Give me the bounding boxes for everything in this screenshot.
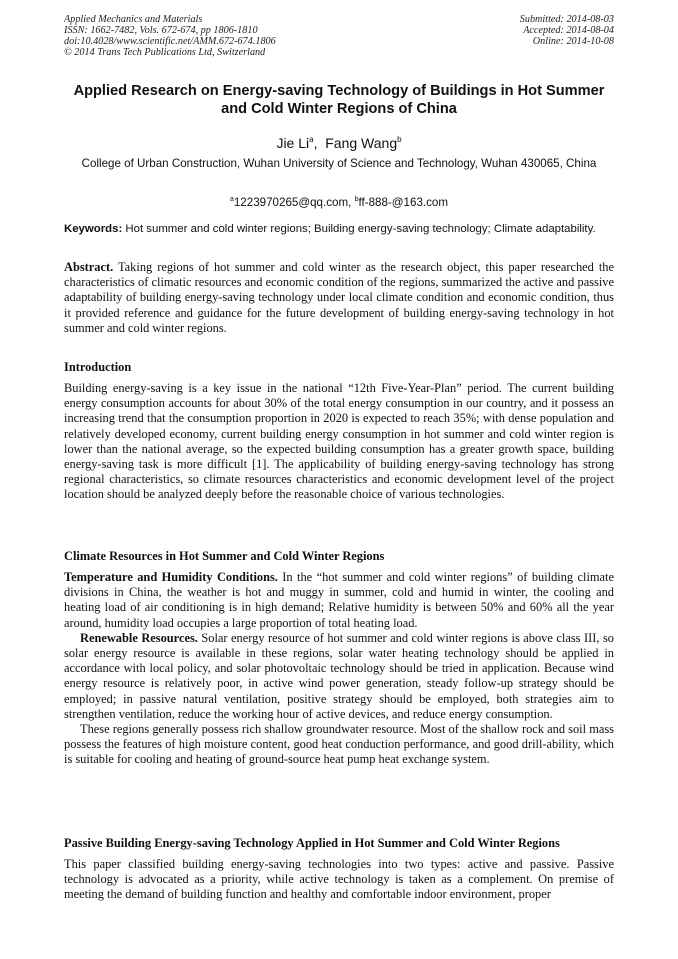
email-address: 1223970265@qq.com, [233, 196, 355, 209]
submitted-date: Submitted: 2014-08-03 [519, 14, 614, 25]
journal-copyright: © 2014 Trans Tech Publications Ltd, Switzerland [64, 47, 266, 58]
journal-info [64, 14, 276, 58]
submission-dates [520, 14, 614, 47]
renewable-paragraph [64, 631, 614, 722]
author-name: Fang Wang [325, 135, 398, 151]
journal-name: Applied Mechanics and Materials [64, 14, 203, 25]
groundwater-paragraph: These regions generally possess rich shallow groundwater resource. Most of the shallow rock and soil mass possess the features of high moisture content, good heat conduction performance, and good drill-ability, which is suitable for cooling and heating of ground-source heat pump heat exchange system. [64, 722, 614, 767]
passive-text: This paper classified building energy-saving technologies into two types: active and passive. Passive technology is advocated as a priority, while active technology is taken as a complement. On premise of meeting the demand of building function and healthy and comfortable indoor environment, proper [64, 857, 614, 902]
section-heading-passive: Passive Building Energy-saving Technology Applied in Hot Summer and Cold Winter Regions [64, 836, 560, 850]
keywords [64, 222, 614, 236]
email-superscript: b [354, 196, 359, 203]
keywords-text: Hot summer and cold winter regions; Building energy-saving technology; Climate adaptability. [122, 223, 596, 235]
abstract-label: Abstract. [64, 260, 114, 274]
online-date: Online: 2014-10-08 [532, 36, 614, 47]
renewable-label: Renewable Resources. [80, 630, 198, 645]
climate-section [64, 570, 614, 768]
temperature-text: In the “hot summer and cold winter regions” of building climate divisions in China, the weather is hot and muggy in summer, cold and humid in winter, the cooling and heating load of air conditioning is in high demand; Relative humidity is between 50% and 60% all the year around, humidity load occupies a large proportion of total heating load. [64, 570, 614, 630]
renewable-text: Solar energy resource of hot summer and cold winter regions is above class III, so solar energy resource is available in these regions, solar water heating technology should be applied in accordance with local policy, and solar photovoltaic technology should be tried in application. Because wind energy resource is relatively poor, in active wind power generation, steady follow-up strategy should be employed; in passive natural ventilation, positive strategy should be employed, both strategies aim to strengthen ventilation, reduce the working hour of active devices, and reduce energy consumption. [64, 630, 614, 721]
introduction-text: Building energy-saving is a key issue in the national “12th Five-Year-Plan” period. The current building energy consumption accounts for about 30% of the total energy consumption in our country, and it possess an increasing trend that the consumption proportion in 2020 is expected to reach 35%; with dense population and relatively developed economy, current building energy consumption in hot summer and cold winter region is lower than the national average, so the expected building consumption has a greater growth space, building energy-saving task is more difficult [1]. The applicability of building energy-saving technology has strong regional characteristics, so climate resources characteristics and economic development level of the project location should be analyzed deeply before the reasonable choice of various technologies. [64, 381, 614, 502]
email-address: ff-888-@163.com [358, 196, 449, 209]
journal-doi: doi:10.4028/www.scientific.net/AMM.672-674.1806 [64, 36, 276, 47]
author-superscript: a [309, 135, 314, 144]
email-superscript: a [229, 196, 234, 203]
author-emails [64, 192, 614, 210]
temperature-paragraph [64, 570, 614, 631]
paper-title: Applied Research on Energy-saving Technology of Buildings in Hot Summer and Cold Winter Regions of China [73, 83, 605, 117]
passive-paragraph [64, 857, 614, 903]
author-superscript: b [397, 135, 402, 144]
authors [64, 131, 614, 152]
introduction-paragraph [64, 381, 614, 503]
author-separator: , [313, 135, 326, 151]
section-heading-climate: Climate Resources in Hot Summer and Cold Winter Regions [64, 549, 385, 563]
affiliation: College of Urban Construction, Wuhan University of Science and Technology, Wuhan 430065, China [81, 157, 597, 170]
temperature-label: Temperature and Humidity Conditions. [64, 570, 278, 584]
author-name: Jie Li [276, 135, 310, 151]
journal-issn: ISSN: 1662-7482, Vols. 672-674, pp 1806-1810 [64, 25, 258, 36]
keywords-label: Keywords: [64, 223, 123, 235]
abstract [64, 260, 614, 336]
section-heading-introduction: Introduction [64, 360, 132, 374]
abstract-text: Taking regions of hot summer and cold winter as the research object, this paper researched the characteristics of climatic resources and economic condition of the regions, summarized the active and passive adaptability of building energy-saving technology under local climate condition and economic condition, thus it provided reference and guidance for the future development of building energy-saving technology in hot summer and cold winter regions. [64, 260, 614, 335]
accepted-date: Accepted: 2014-08-04 [523, 25, 614, 36]
